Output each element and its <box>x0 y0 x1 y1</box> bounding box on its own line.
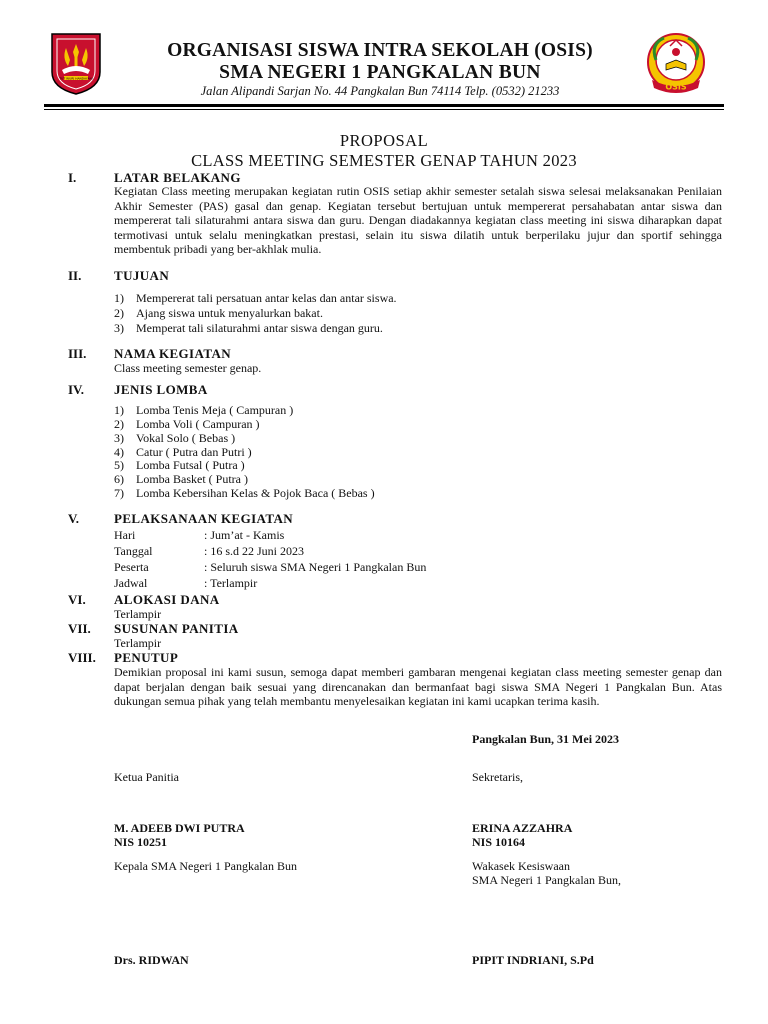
section-title-tujuan: TUJUAN <box>114 268 170 283</box>
signature-role-wakasek-school: SMA Negeri 1 Pangkalan Bun, <box>472 873 621 887</box>
letterhead-rule <box>44 104 724 107</box>
list-item: Mempererat tali persatuan antar kelas dan antar siswa. <box>136 291 397 305</box>
section-number: VIII. <box>68 650 96 665</box>
list-item: Lomba Tenis Meja ( Campuran ) <box>136 403 294 417</box>
svg-text:OSIS: OSIS <box>665 82 687 92</box>
alokasi-dana-text: Terlampir <box>114 607 162 621</box>
section-number: VI. <box>68 592 86 607</box>
signature-name-sekretaris: ERINA AZZAHRA <box>472 821 573 835</box>
place-date: Pangkalan Bun, 31 Mei 2023 <box>472 732 620 746</box>
detail-value: : Jum’at - Kamis <box>204 528 285 542</box>
list-item: Vokal Solo ( Bebas ) <box>136 431 236 445</box>
list-item-number: 3) <box>114 431 124 445</box>
section-number: IV. <box>68 382 85 397</box>
section-number: V. <box>68 511 79 526</box>
list-item-number: 2) <box>114 417 124 431</box>
list-item: Ajang siswa untuk menyalurkan bakat. <box>136 306 323 320</box>
penutup-paragraph: Demikian proposal ini kami susun, semoga dapat memberi gambaran mengenai kegiatan class meeting semester genap dan dapat berjalan dengan baik sesuai yang direncanakan dan bermanfaat bagi siswa SMA Negeri 1 Pangkalan Bun. Atas dukungan semua pihak yang telah membantu menyelesaikan kegiatan ini kami ucapkan terima kasih. <box>114 665 722 709</box>
section-title-penutup: PENUTUP <box>114 650 179 665</box>
signature-nis-ketua: NIS 10251 <box>114 835 168 849</box>
detail-label: Hari <box>114 528 136 542</box>
osis-emblem <box>640 30 712 98</box>
list-item-number: 4) <box>114 445 124 459</box>
detail-label: Jadwal <box>114 576 148 590</box>
list-item-number: 1) <box>114 291 124 305</box>
letterhead-rule-thin <box>44 109 724 110</box>
section-title-susunan-panitia: SUSUNAN PANITIA <box>114 621 239 636</box>
signature-name-ketua: M. ADEEB DWI PUTRA <box>114 821 245 835</box>
doc-subtitle: CLASS MEETING SEMESTER GENAP TAHUN 2023 <box>191 151 577 170</box>
nama-kegiatan-text: Class meeting semester genap. <box>114 361 262 375</box>
list-item-number: 2) <box>114 306 124 320</box>
signature-name-wakasek: PIPIT INDRIANI, S.Pd <box>472 953 594 967</box>
signature-name-kepala-sekolah: Drs. RIDWAN <box>114 953 189 967</box>
detail-label: Peserta <box>114 560 149 574</box>
list-item: Memperat tali silaturahmi antar siswa dengan guru. <box>136 321 383 335</box>
signature-role-wakasek: Wakasek Kesiswaan <box>472 859 570 873</box>
section-number: III. <box>68 346 87 361</box>
detail-label: Tanggal <box>114 544 153 558</box>
list-item-number: 3) <box>114 321 124 335</box>
section-title-nama-kegiatan: NAMA KEGIATAN <box>114 346 232 361</box>
list-item-number: 1) <box>114 403 124 417</box>
tut-wuri-handayani-emblem <box>48 32 104 96</box>
signature-role-ketua: Ketua Panitia <box>114 770 179 784</box>
school-name: SMA NEGERI 1 PANGKALAN BUN <box>219 62 541 83</box>
detail-value: : Terlampir <box>204 576 258 590</box>
latar-belakang-paragraph: Kegiatan Class meeting merupakan kegiatan rutin OSIS setiap akhir semester setalah siswa selesai melaksanakan Penilaian Akhir Semester (PAS) gasal dan genap. Kegiatan tersebut bertujuan untuk mempererat persahabatan antar siswa dan mempererat tali silaturahmi antara siswa dan guru. Dengan diadakannya kegiatan class meeting ini siswa diharapkan dapat termotivasi untuk selalu meningkatkan prestasi, selain itu siswa dilatih untuk berperilaku jujur dan sportif sehingga membentuk pribadi yang ber-akhlak mulia. <box>114 184 722 257</box>
signature-role-sekretaris: Sekretaris, <box>472 770 523 784</box>
list-item-number: 5) <box>114 458 124 472</box>
detail-value: : 16 s.d 22 Juni 2023 <box>204 544 305 558</box>
section-title-alokasi-dana: ALOKASI DANA <box>114 592 220 607</box>
signature-role-kepala-sekolah: Kepala SMA Negeri 1 Pangkalan Bun <box>114 859 297 873</box>
detail-value: : Seluruh siswa SMA Negeri 1 Pangkalan Bun <box>204 560 427 574</box>
school-address: Jalan Alipandi Sarjan No. 44 Pangkalan Bun 74114 Telp. (0532) 21233 <box>200 84 560 98</box>
list-item: Catur ( Putra dan Putri ) <box>136 445 252 459</box>
susunan-panitia-text: Terlampir <box>114 636 162 650</box>
section-title-pelaksanaan: PELAKSANAAN KEGIATAN <box>114 511 294 526</box>
list-item: Lomba Futsal ( Putra ) <box>136 458 245 472</box>
list-item: Lomba Basket ( Putra ) <box>136 472 248 486</box>
org-name: ORGANISASI SISWA INTRA SEKOLAH (OSIS) <box>167 40 593 61</box>
section-number: I. <box>68 170 77 185</box>
signature-nis-sekretaris: NIS 10164 <box>472 835 526 849</box>
list-item-number: 7) <box>114 486 124 500</box>
list-item-number: 6) <box>114 472 124 486</box>
list-item: Lomba Voli ( Campuran ) <box>136 417 260 431</box>
section-number: VII. <box>68 621 91 636</box>
section-title-latar-belakang: LATAR BELAKANG <box>114 170 241 185</box>
section-number: II. <box>68 268 82 283</box>
doc-title: PROPOSAL <box>339 131 429 150</box>
svg-text:TUT WURI HANDAYANI: TUT WURI HANDAYANI <box>59 76 93 81</box>
list-item: Lomba Kebersihan Kelas & Pojok Baca ( Bebas ) <box>136 486 375 500</box>
section-title-jenis-lomba: JENIS LOMBA <box>114 382 208 397</box>
